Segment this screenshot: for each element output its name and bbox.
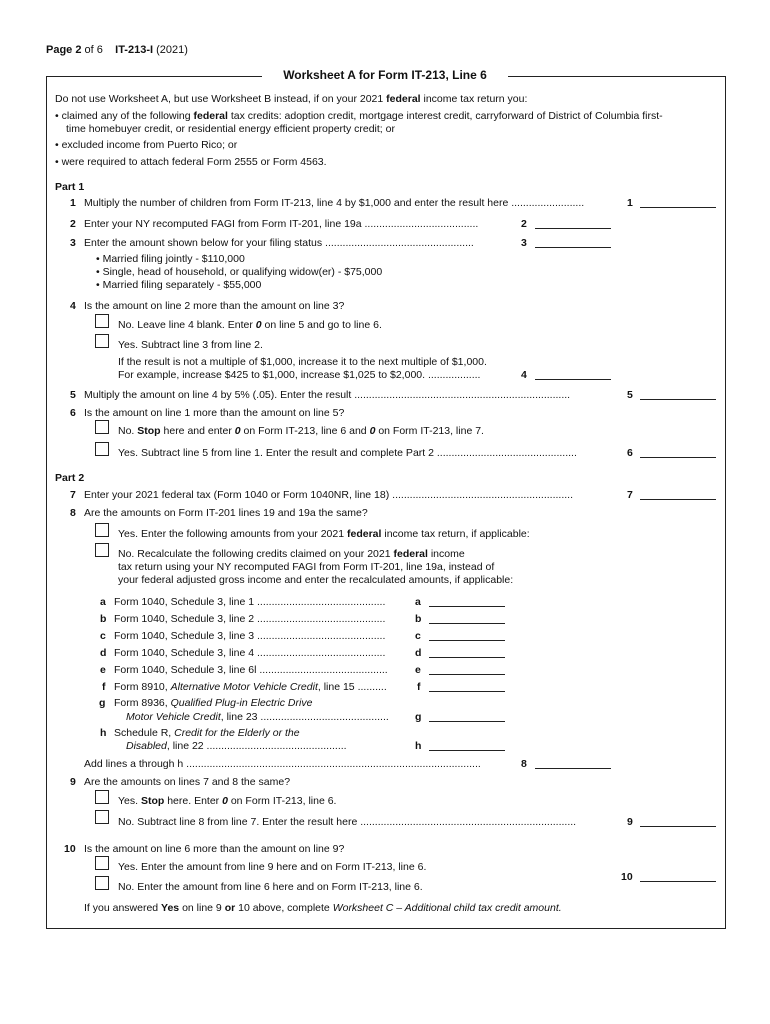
line-6-num: 6 (70, 407, 76, 419)
intro-line: Do not use Worksheet A, but use Worksheet B instead, if on your 2021 federal income tax return you: (55, 93, 528, 105)
line-4-num: 4 (70, 300, 76, 312)
line-8e-letter: e (100, 664, 106, 676)
line-2-num: 2 (70, 218, 76, 230)
line-8-input[interactable] (535, 756, 611, 769)
line-8-no-text-3: your federal adjusted gross income and enter the recalculated amounts, if applicable: (118, 574, 514, 586)
line-6-yes-checkbox[interactable] (95, 442, 109, 456)
line-8-yes-text: Yes. Enter the following amounts from your 2021 federal income tax return, if applicable: (118, 528, 530, 540)
filing-option-1: • Married filing jointly - $110,000 (96, 253, 245, 265)
line-1-input[interactable] (640, 195, 716, 208)
line-3-ref: 3 (521, 237, 527, 249)
line-10-input[interactable] (640, 869, 716, 882)
line-3-text: Enter the amount shown below for your filing status ................................................... (84, 237, 474, 249)
line-8c-ref: c (415, 630, 421, 642)
line-8-add-text: Add lines a through h ..................................................................................................... (84, 758, 481, 770)
line-1-text: Multiply the number of children from Form IT-213, line 4 by $1,000 and enter the result here ......................... (84, 197, 585, 209)
line-8f-text: Form 8910, Alternative Motor Vehicle Credit, line 15 .......... (114, 681, 387, 693)
line-8-text: Are the amounts on Form IT-201 lines 19 and 19a the same? (84, 507, 368, 519)
line-5-ref: 5 (627, 389, 633, 401)
line-5-text: Multiply the amount on line 4 by 5% (.05). Enter the result .......................................................................... (84, 389, 571, 401)
line-8b-letter: b (100, 613, 107, 625)
line-6-text: Is the amount on line 1 more than the amount on line 5? (84, 407, 345, 419)
line-8c-letter: c (100, 630, 106, 642)
line-10-no-text: No. Enter the amount from line 6 here and on Form IT-213, line 6. (118, 881, 423, 893)
line-8g-input[interactable] (429, 709, 505, 722)
line-8h-text-2: Disabled, line 22 ................................................ (126, 740, 347, 752)
line-8c-text: Form 1040, Schedule 3, line 3 ............................................ (114, 630, 386, 642)
form-id: IT-213-I (115, 44, 154, 56)
filing-option-3: • Married filing separately - $55,000 (96, 279, 262, 291)
line-8h-input[interactable] (429, 738, 505, 751)
line-8d-input[interactable] (429, 645, 505, 658)
line-9-no-checkbox[interactable] (95, 810, 109, 824)
line-4-yes-text: Yes. Subtract line 3 from line 2. (118, 339, 263, 351)
line-9-text: Are the amounts on lines 7 and 8 the same? (84, 776, 291, 788)
line-10-ref: 10 (621, 871, 633, 883)
line-7-text: Enter your 2021 federal tax (Form 1040 or Form 1040NR, line 18) .............................................................. (84, 489, 574, 501)
line-4-no-text: No. Leave line 4 blank. Enter 0 on line 5 and go to line 6. (118, 319, 382, 331)
intro-bullet-2: • excluded income from Puerto Rico; or (55, 139, 238, 151)
line-5-input[interactable] (640, 387, 716, 400)
line-6-no-text: No. Stop here and enter 0 on Form IT-213, line 6 and 0 on Form IT-213, line 7. (118, 425, 484, 437)
line-8e-input[interactable] (429, 662, 505, 675)
line-2-text: Enter your NY recomputed FAGI from Form IT-201, line 19a ....................................... (84, 218, 479, 230)
line-8d-letter: d (100, 647, 107, 659)
line-7-input[interactable] (640, 487, 716, 500)
page-total: of 6 (84, 44, 103, 56)
line-4-ref: 4 (521, 369, 527, 381)
page-number: 2 (75, 44, 82, 56)
line-10-num: 10 (64, 843, 76, 855)
line-9-yes-checkbox[interactable] (95, 790, 109, 804)
line-8c-input[interactable] (429, 628, 505, 641)
line-8-ref: 8 (521, 758, 527, 770)
line-8-no-text-2: tax return using your NY recomputed FAGI from Form IT-201, line 19a, instead of (118, 561, 495, 573)
line-6-input[interactable] (640, 445, 716, 458)
line-4-input[interactable] (535, 367, 611, 380)
line-4-no-checkbox[interactable] (95, 314, 109, 328)
line-9-ref: 9 (627, 816, 633, 828)
line-9-no-text: No. Subtract line 8 from line 7. Enter the result here .......................................................................... (118, 816, 577, 828)
line-8d-ref: d (415, 647, 422, 659)
line-6-yes-text: Yes. Subtract line 5 from line 1. Enter the result and complete Part 2 ................................................ (118, 447, 577, 459)
line-8f-input[interactable] (429, 679, 505, 692)
line-8-yes-checkbox[interactable] (95, 523, 109, 537)
line-8f-letter: f (102, 681, 106, 693)
line-8f-ref: f (417, 681, 421, 693)
line-8a-letter: a (100, 596, 106, 608)
line-6-ref: 6 (627, 447, 633, 459)
line-8h-text: Schedule R, Credit for the Elderly or the (114, 727, 300, 739)
line-8a-text: Form 1040, Schedule 3, line 1 ............................................ (114, 596, 386, 608)
line-8e-text: Form 1040, Schedule 3, line 6l ............................................ (114, 664, 388, 676)
line-8h-ref: h (415, 740, 422, 752)
line-4-text: Is the amount on line 2 more than the amount on line 3? (84, 300, 345, 312)
line-9-num: 9 (70, 776, 76, 788)
line-6-no-checkbox[interactable] (95, 420, 109, 434)
line-8a-input[interactable] (429, 594, 505, 607)
line-8b-ref: b (415, 613, 422, 625)
line-8d-text: Form 1040, Schedule 3, line 4 ............................................ (114, 647, 386, 659)
line-1-ref: 1 (627, 197, 633, 209)
line-8g-letter: g (99, 697, 106, 709)
line-8h-letter: h (100, 727, 107, 739)
line-4-yes-example: For example, increase $425 to $1,000, increase $1,025 to $2,000. .................. (118, 369, 481, 381)
line-2-ref: 2 (521, 218, 527, 230)
line-8g-ref: g (415, 711, 422, 723)
line-8-num: 8 (70, 507, 76, 519)
line-7-ref: 7 (627, 489, 633, 501)
intro-bullet-1-cont: time homebuyer credit, or residential energy efficient property credit; or (66, 123, 395, 135)
part-2-label: Part 2 (55, 472, 85, 484)
line-10-yes-text: Yes. Enter the amount from line 9 here and on Form IT-213, line 6. (118, 861, 427, 873)
line-10-text: Is the amount on line 6 more than the amount on line 9? (84, 843, 345, 855)
line-7-num: 7 (70, 489, 76, 501)
filing-option-2: • Single, head of household, or qualifying widow(er) - $75,000 (96, 266, 383, 278)
line-8-no-text: No. Recalculate the following credits claimed on your 2021 federal income (118, 548, 465, 560)
line-10-yes-checkbox[interactable] (95, 856, 109, 870)
line-8-no-checkbox[interactable] (95, 543, 109, 557)
line-9-yes-text: Yes. Stop here. Enter 0 on Form IT-213, line 6. (118, 795, 337, 807)
intro-bullet-1: • claimed any of the following federal tax credits: adoption credit, mortgage interest credit, carryforward of District of Columbia first- (55, 110, 663, 122)
form-year: (2021) (156, 44, 188, 56)
footer-note: If you answered Yes on line 9 or 10 above, complete Worksheet C – Additional child tax credit amount. (84, 902, 562, 914)
line-1-num: 1 (70, 197, 76, 209)
line-4-yes-checkbox[interactable] (95, 334, 109, 348)
intro-bullet-3: • were required to attach federal Form 2555 or Form 4563. (55, 156, 327, 168)
line-8g-text-2: Motor Vehicle Credit, line 23 ............................................ (126, 711, 389, 723)
line-8b-text: Form 1040, Schedule 3, line 2 ............................................ (114, 613, 386, 625)
line-9-input[interactable] (640, 814, 716, 827)
line-3-input[interactable] (535, 235, 611, 248)
line-2-input[interactable] (535, 216, 611, 229)
worksheet-title: Worksheet A for Form IT-213, Line 6 (283, 68, 487, 82)
line-8e-ref: e (415, 664, 421, 676)
line-4-yes-note: If the result is not a multiple of $1,000, increase it to the next multiple of $1,000. (118, 356, 487, 368)
line-8a-ref: a (415, 596, 421, 608)
part-1-label: Part 1 (55, 181, 85, 193)
line-10-no-checkbox[interactable] (95, 876, 109, 890)
line-5-num: 5 (70, 389, 76, 401)
page-label: Page (46, 44, 73, 56)
line-8b-input[interactable] (429, 611, 505, 624)
line-3-num: 3 (70, 237, 76, 249)
page-header (46, 44, 188, 56)
line-8g-text: Form 8936, Qualified Plug-in Electric Drive (114, 697, 313, 709)
